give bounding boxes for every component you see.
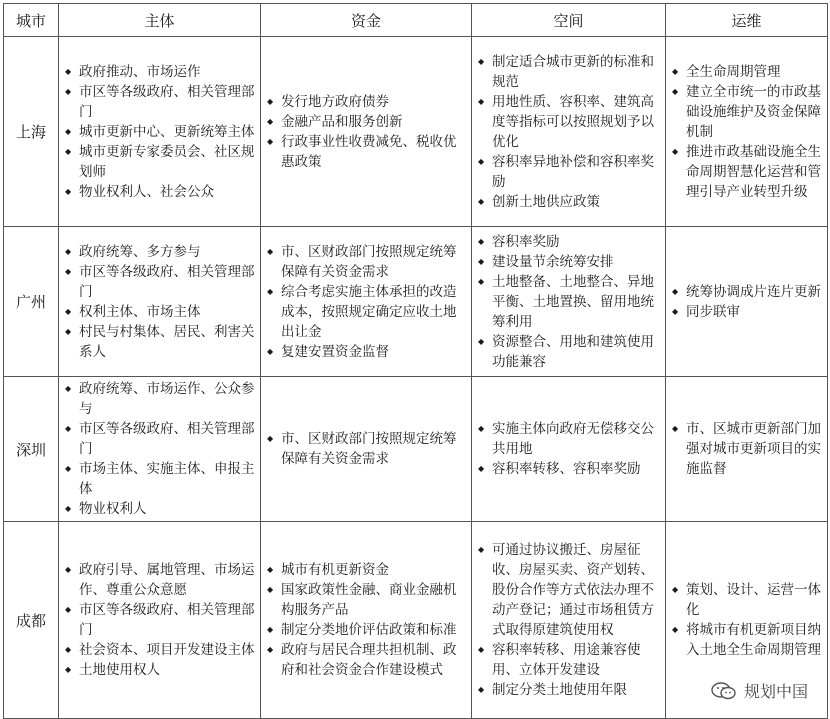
table-row [4,377,828,522]
list-item: ◆ 村民与村集体、居民、利害关系人 [65,322,256,362]
list-item: ◆ 可通过协议搬迁、房屋征收、房屋买卖、资产划转、股份合作等方式依法办理不动产登记；通过市场租赁方式取得原建筑使用权 [478,540,661,640]
header-funding: 资金 [261,4,472,37]
subject-cell [59,227,261,377]
list-item: ◆ 土地使用权人 [65,660,256,680]
operation-cell [666,377,828,522]
operation-cell [666,37,828,227]
list-item: ◆ 市场主体、实施主体、申报主体 [65,459,256,499]
table-row [4,522,828,719]
list-item: ◆ 市区等各级政府、相关管理部门 [65,600,256,640]
space-cell [472,522,666,719]
subject-cell [59,37,261,227]
bullet-list [478,419,661,479]
list-item: ◆ 土地整备、土地整合、异地平衡、土地置换、留用地统筹利用 [478,272,661,332]
funding-cell [261,522,472,719]
list-item: ◆ 建立全市统一的市政基础设施维护及资金保障机制 [672,82,823,142]
list-item: ◆ 市、区城市更新部门加强对城市更新项目的实施监督 [672,419,823,479]
list-item: ◆ 社会资本、项目开发建设主体 [65,640,256,660]
bullet-list [672,419,823,479]
list-item: ◆ 国家政策性金融、商业金融机构服务产品 [267,580,467,620]
space-cell [472,377,666,522]
bullet-list [65,242,256,362]
list-item: ◆ 制定分类土地使用年限 [478,680,661,700]
list-item: ◆ 发行地方政府债券 [267,92,467,112]
bullet-list [65,62,256,202]
list-item: ◆ 物业权利人、社会公众 [65,182,256,202]
comparison-table [3,3,828,719]
list-item: ◆ 用地性质、容积率、建筑高度等指标可以按照规划予以优化 [478,92,661,152]
header-row [4,4,828,37]
funding-cell [261,377,472,522]
list-item: ◆ 推进市政基础设施全生命周期智慧化运营和管理引导产业转型升级 [672,142,823,202]
space-cell [472,227,666,377]
bullet-list [65,560,256,680]
city-cell: 成都 [4,522,59,719]
bullet-list [267,242,467,362]
watermark-text: 规划中国 [743,682,808,701]
list-item: ◆ 城市有机更新资金 [267,560,467,580]
list-item: ◆ 政府引导、属地管理、市场运作、尊重公众意愿 [65,560,256,600]
list-item: ◆ 容积率奖励 [478,232,661,252]
list-item: ◆ 综合考虑实施主体承担的改造成本，按照规定确定应收土地出让金 [267,282,467,342]
bullet-list [267,92,467,172]
list-item: ◆ 策划、设计、运营一体化 [672,580,823,620]
list-item: ◆ 市区等各级政府、相关管理部门 [65,262,256,302]
list-item: ◆ 物业权利人 [65,499,256,519]
city-cell: 上海 [4,37,59,227]
wechat-icon [710,681,738,701]
list-item: ◆ 政府统筹、多方参与 [65,242,256,262]
watermark [710,679,808,702]
list-item: ◆ 容积率转移、用途兼容使用、立体开发建设 [478,640,661,680]
list-item: ◆ 市、区财政部门按照规定统筹保障有关资金需求 [267,429,467,469]
bullet-list [267,429,467,469]
list-item: ◆ 制定分类地价评估政策和标准 [267,620,467,640]
table-row [4,37,828,227]
list-item: ◆ 市区等各级政府、相关管理部门 [65,82,256,122]
space-cell [472,37,666,227]
bullet-list [672,282,823,322]
subject-cell [59,377,261,522]
bullet-list [672,580,823,660]
list-item: ◆ 政府统筹、市场运作、公众参与 [65,379,256,419]
header-space: 空间 [472,4,666,37]
bullet-list [65,379,256,519]
bullet-list [478,540,661,700]
list-item: ◆ 将城市有机更新项目纳入土地全生命周期管理 [672,620,823,660]
list-item: ◆ 行政事业性收费减免、税收优惠政策 [267,132,467,172]
list-item: ◆ 全生命周期管理 [672,62,823,82]
list-item: ◆ 城市更新中心、更新统筹主体 [65,122,256,142]
list-item: ◆ 市区等各级政府、相关管理部门 [65,419,256,459]
header-operation: 运维 [666,4,828,37]
list-item: ◆ 市、区财政部门按照规定统筹保障有关资金需求 [267,242,467,282]
list-item: ◆ 金融产品和服务创新 [267,112,467,132]
list-item: ◆ 城市更新专家委员会、社区规划师 [65,142,256,182]
funding-cell [261,37,472,227]
bullet-list [478,52,661,212]
city-cell: 广州 [4,227,59,377]
list-item: ◆ 实施主体向政府无偿移交公共用地 [478,419,661,459]
bullet-list [672,62,823,202]
list-item: ◆ 容积率异地补偿和容积率奖励 [478,152,661,192]
list-item: ◆ 容积率转移、容积率奖励 [478,459,661,479]
operation-cell [666,227,828,377]
city-cell: 深圳 [4,377,59,522]
bullet-list [267,560,467,680]
list-item: ◆ 政府与居民合理共担机制、政府和社会资金合作建设模式 [267,640,467,680]
header-city: 城市 [4,4,59,37]
list-item: ◆ 统筹协调成片连片更新 [672,282,823,302]
list-item: ◆ 同步联审 [672,302,823,322]
funding-cell [261,227,472,377]
bullet-list [478,232,661,372]
list-item: ◆ 复建安置资金监督 [267,342,467,362]
header-subject: 主体 [59,4,261,37]
list-item: ◆ 资源整合、用地和建筑使用功能兼容 [478,332,661,372]
list-item: ◆ 权利主体、市场主体 [65,302,256,322]
list-item: ◆ 建设量节余统筹安排 [478,252,661,272]
subject-cell [59,522,261,719]
list-item: ◆ 制定适合城市更新的标准和规范 [478,52,661,92]
list-item: ◆ 政府推动、市场运作 [65,62,256,82]
list-item: ◆ 创新土地供应政策 [478,192,661,212]
table-row [4,227,828,377]
